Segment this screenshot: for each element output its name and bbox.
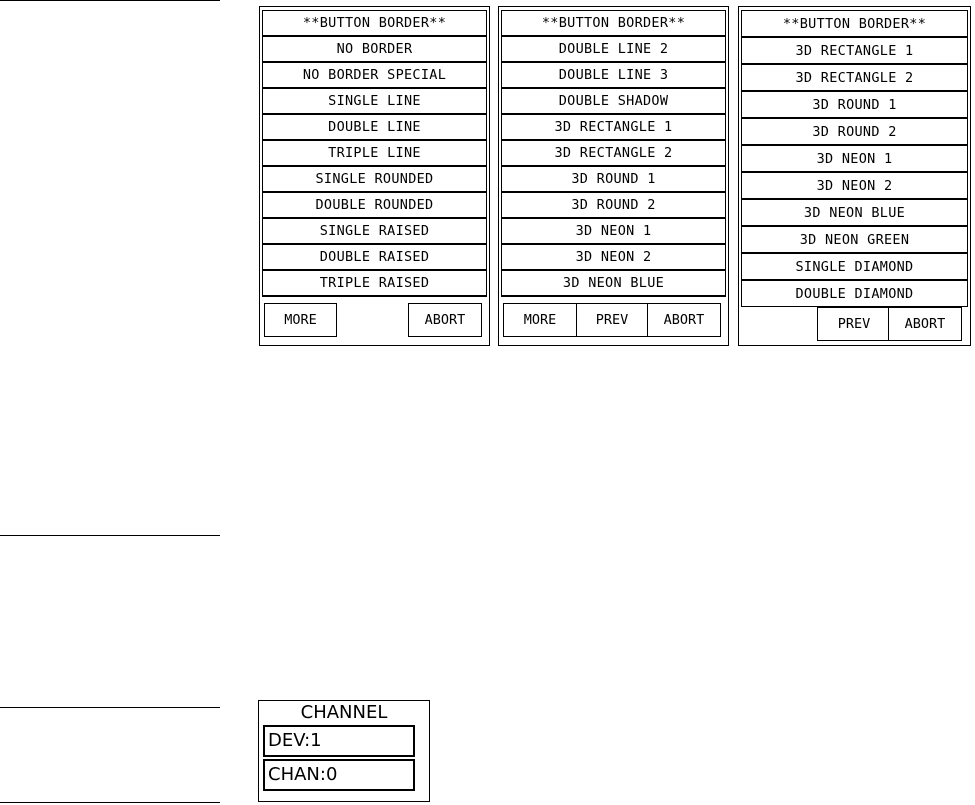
divider-rule: [0, 0, 220, 1]
menu-item-3d-round-2[interactable]: 3D ROUND 2: [501, 192, 726, 218]
divider-rule: [0, 707, 220, 708]
abort-button[interactable]: ABORT: [408, 303, 482, 337]
menu-item-3d-neon-2[interactable]: 3D NEON 2: [741, 172, 968, 199]
menu-item-single-diamond[interactable]: SINGLE DIAMOND: [741, 253, 968, 280]
menu-item-3d-neon-blue[interactable]: 3D NEON BLUE: [741, 199, 968, 226]
menu-item-double-line-3[interactable]: DOUBLE LINE 3: [501, 62, 726, 88]
menu-item-3d-neon-green[interactable]: 3D NEON GREEN: [741, 226, 968, 253]
menu-item-single-raised[interactable]: SINGLE RAISED: [262, 218, 487, 244]
menu-item-single-rounded[interactable]: SINGLE ROUNDED: [262, 166, 487, 192]
menu-title: **BUTTON BORDER**: [501, 10, 726, 36]
button-border-menu-3: [738, 6, 971, 346]
menu-item-3d-rectangle-2[interactable]: 3D RECTANGLE 2: [501, 140, 726, 166]
abort-button[interactable]: ABORT: [888, 307, 962, 341]
more-button[interactable]: MORE: [264, 303, 337, 337]
menu-item-double-raised[interactable]: DOUBLE RAISED: [262, 244, 487, 270]
menu-title: **BUTTON BORDER**: [741, 10, 968, 37]
menu-item-double-shadow[interactable]: DOUBLE SHADOW: [501, 88, 726, 114]
footer-divider: [501, 296, 726, 297]
button-border-menu-1: [259, 6, 490, 346]
menu-item-single-line[interactable]: SINGLE LINE: [262, 88, 487, 114]
menu-item-no-border[interactable]: NO BORDER: [262, 36, 487, 62]
menu-item-triple-raised[interactable]: TRIPLE RAISED: [262, 270, 487, 296]
more-button[interactable]: MORE: [503, 303, 577, 337]
menu-item-3d-round-1[interactable]: 3D ROUND 1: [741, 91, 968, 118]
menu-item-triple-line[interactable]: TRIPLE LINE: [262, 140, 487, 166]
menu-item-3d-rectangle-2[interactable]: 3D RECTANGLE 2: [741, 64, 968, 91]
dev-field[interactable]: DEV:1: [263, 725, 415, 757]
menu-item-3d-neon-1[interactable]: 3D NEON 1: [741, 145, 968, 172]
channel-title: CHANNEL: [300, 702, 388, 723]
button-border-menu-2: [498, 6, 729, 346]
prev-button[interactable]: PREV: [817, 307, 891, 341]
menu-item-double-line[interactable]: DOUBLE LINE: [262, 114, 487, 140]
channel-panel: [258, 700, 430, 802]
menu-item-3d-neon-1[interactable]: 3D NEON 1: [501, 218, 726, 244]
menu-item-3d-round-2[interactable]: 3D ROUND 2: [741, 118, 968, 145]
menu-item-3d-neon-blue[interactable]: 3D NEON BLUE: [501, 270, 726, 296]
menu-item-double-rounded[interactable]: DOUBLE ROUNDED: [262, 192, 487, 218]
menu-item-double-diamond[interactable]: DOUBLE DIAMOND: [741, 280, 968, 307]
divider-rule: [0, 802, 220, 803]
menu-item-double-line-2[interactable]: DOUBLE LINE 2: [501, 36, 726, 62]
abort-button[interactable]: ABORT: [647, 303, 721, 337]
menu-title: **BUTTON BORDER**: [262, 10, 487, 36]
menu-item-3d-neon-2[interactable]: 3D NEON 2: [501, 244, 726, 270]
prev-button[interactable]: PREV: [576, 303, 648, 337]
menu-item-3d-rectangle-1[interactable]: 3D RECTANGLE 1: [741, 37, 968, 64]
menu-item-3d-rectangle-1[interactable]: 3D RECTANGLE 1: [501, 114, 726, 140]
divider-rule: [0, 535, 220, 536]
footer-divider: [262, 296, 487, 297]
menu-item-3d-round-1[interactable]: 3D ROUND 1: [501, 166, 726, 192]
menu-item-no-border-special[interactable]: NO BORDER SPECIAL: [262, 62, 487, 88]
chan-field[interactable]: CHAN:0: [263, 759, 415, 791]
